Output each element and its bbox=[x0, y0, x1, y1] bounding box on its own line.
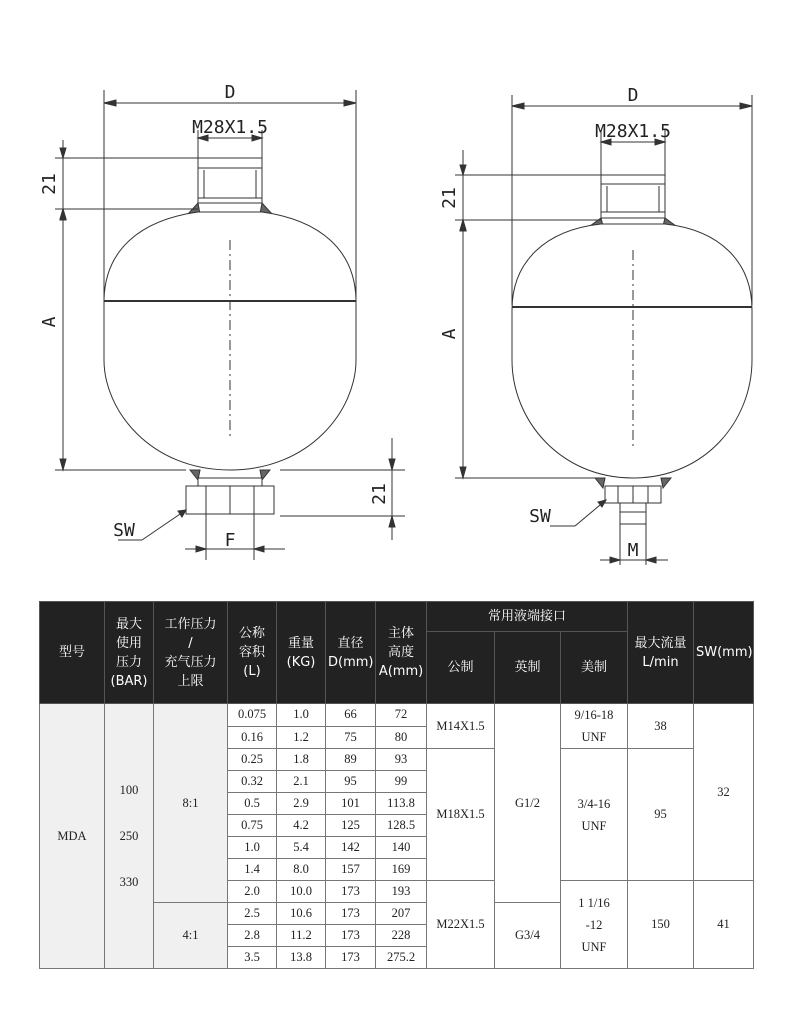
cell-sw: 32 bbox=[694, 704, 754, 881]
cell-american-port: 1 1/16 -12 UNF bbox=[561, 881, 628, 969]
header-port-metric: 公制 bbox=[427, 632, 495, 704]
cell-volume: 0.16 bbox=[228, 726, 277, 749]
right-dim-d-label: D bbox=[627, 85, 639, 106]
cell-british-port: G1/2 bbox=[495, 704, 561, 903]
cell-volume: 0.25 bbox=[228, 749, 277, 771]
cell-weight: 2.1 bbox=[277, 771, 326, 793]
cell-weight: 13.8 bbox=[277, 947, 326, 969]
cell-volume: 1.4 bbox=[228, 859, 277, 881]
cell-height: 275.2 bbox=[376, 947, 427, 969]
cell-weight: 8.0 bbox=[277, 859, 326, 881]
header-port-british: 英制 bbox=[495, 632, 561, 704]
cell-weight: 10.0 bbox=[277, 881, 326, 903]
header-weight: 重量 (KG) bbox=[277, 602, 326, 704]
cell-height: 93 bbox=[376, 749, 427, 771]
left-dim-21-bottom-label: 21 bbox=[369, 483, 390, 505]
cell-height: 207 bbox=[376, 903, 427, 925]
header-sw: SW(mm) bbox=[694, 602, 754, 704]
table-row bbox=[40, 704, 754, 727]
cell-volume: 3.5 bbox=[228, 947, 277, 969]
cell-height: 228 bbox=[376, 925, 427, 947]
cell-volume: 1.0 bbox=[228, 837, 277, 859]
cell-diameter: 101 bbox=[326, 793, 376, 815]
cell-diameter: 75 bbox=[326, 726, 376, 749]
cell-volume: 2.8 bbox=[228, 925, 277, 947]
right-dim-sw-label: SW bbox=[529, 506, 551, 527]
right-dim-m-label: M bbox=[627, 540, 639, 561]
header-ports-group: 常用液端接口 bbox=[427, 602, 628, 632]
cell-ratio-8-1: 8:1 bbox=[154, 704, 228, 903]
cell-metric-port: M22X1.5 bbox=[427, 881, 495, 969]
cell-diameter: 173 bbox=[326, 903, 376, 925]
cell-flow: 150 bbox=[628, 881, 694, 969]
cell-diameter: 173 bbox=[326, 947, 376, 969]
cell-diameter: 89 bbox=[326, 749, 376, 771]
cell-diameter: 95 bbox=[326, 771, 376, 793]
cell-height: 80 bbox=[376, 726, 427, 749]
cell-metric-port: M14X1.5 bbox=[427, 704, 495, 749]
cell-volume: 0.75 bbox=[228, 815, 277, 837]
header-flow: 最大流量 L/min bbox=[628, 602, 694, 704]
left-accumulator-drawing bbox=[55, 90, 405, 560]
right-dim-thread-label: M28X1.5 bbox=[595, 121, 671, 142]
header-port-american: 美制 bbox=[561, 632, 628, 704]
left-dim-f-label: F bbox=[224, 530, 236, 551]
cell-volume: 0.075 bbox=[228, 704, 277, 727]
cell-weight: 4.2 bbox=[277, 815, 326, 837]
cell-height: 140 bbox=[376, 837, 427, 859]
header-model: 型号 bbox=[40, 602, 105, 704]
cell-diameter: 173 bbox=[326, 925, 376, 947]
right-accumulator-drawing bbox=[455, 95, 752, 565]
right-dim-a-label: A bbox=[439, 328, 460, 340]
cell-volume: 2.5 bbox=[228, 903, 277, 925]
left-dim-sw-label: SW bbox=[113, 520, 135, 541]
cell-american-port: 9/16-18 UNF bbox=[561, 704, 628, 749]
cell-pressures: 100 250 330 bbox=[105, 704, 154, 969]
spec-table bbox=[39, 601, 754, 969]
cell-weight: 2.9 bbox=[277, 793, 326, 815]
left-dim-d-label: D bbox=[224, 82, 236, 103]
header-height: 主体 高度 A(mm) bbox=[376, 602, 427, 704]
cell-height: 113.8 bbox=[376, 793, 427, 815]
cell-weight: 1.2 bbox=[277, 726, 326, 749]
cell-height: 128.5 bbox=[376, 815, 427, 837]
cell-weight: 10.6 bbox=[277, 903, 326, 925]
cell-diameter: 125 bbox=[326, 815, 376, 837]
cell-sw: 41 bbox=[694, 881, 754, 969]
spec-table-wrapper bbox=[39, 601, 753, 969]
cell-diameter: 157 bbox=[326, 859, 376, 881]
cell-volume: 0.5 bbox=[228, 793, 277, 815]
cell-height: 99 bbox=[376, 771, 427, 793]
cell-diameter: 66 bbox=[326, 704, 376, 727]
left-dim-21-top-label: 21 bbox=[39, 173, 60, 195]
cell-diameter: 173 bbox=[326, 881, 376, 903]
left-dim-thread-label: M28X1.5 bbox=[192, 117, 268, 138]
cell-weight: 5.4 bbox=[277, 837, 326, 859]
right-dim-21-top-label: 21 bbox=[439, 187, 460, 209]
cell-height: 169 bbox=[376, 859, 427, 881]
cell-metric-port: M18X1.5 bbox=[427, 749, 495, 881]
cell-volume: 0.32 bbox=[228, 771, 277, 793]
cell-height: 193 bbox=[376, 881, 427, 903]
cell-height: 72 bbox=[376, 704, 427, 727]
cell-diameter: 142 bbox=[326, 837, 376, 859]
cell-american-port: 3/4-16 UNF bbox=[561, 749, 628, 881]
cell-weight: 1.0 bbox=[277, 704, 326, 727]
cell-british-port: G3/4 bbox=[495, 903, 561, 969]
cell-weight: 11.2 bbox=[277, 925, 326, 947]
cell-ratio-4-1: 4:1 bbox=[154, 903, 228, 969]
header-volume: 公称 容积 (L) bbox=[228, 602, 277, 704]
header-diameter: 直径 D(mm) bbox=[326, 602, 376, 704]
cell-volume: 2.0 bbox=[228, 881, 277, 903]
cell-flow: 38 bbox=[628, 704, 694, 749]
cell-model: MDA bbox=[40, 704, 105, 969]
cell-weight: 1.8 bbox=[277, 749, 326, 771]
header-ratio: 工作压力 / 充气压力 上限 bbox=[154, 602, 228, 704]
cell-flow: 95 bbox=[628, 749, 694, 881]
header-max-pressure: 最大 使用 压力 (BAR) bbox=[105, 602, 154, 704]
left-dim-a-label: A bbox=[39, 316, 60, 328]
